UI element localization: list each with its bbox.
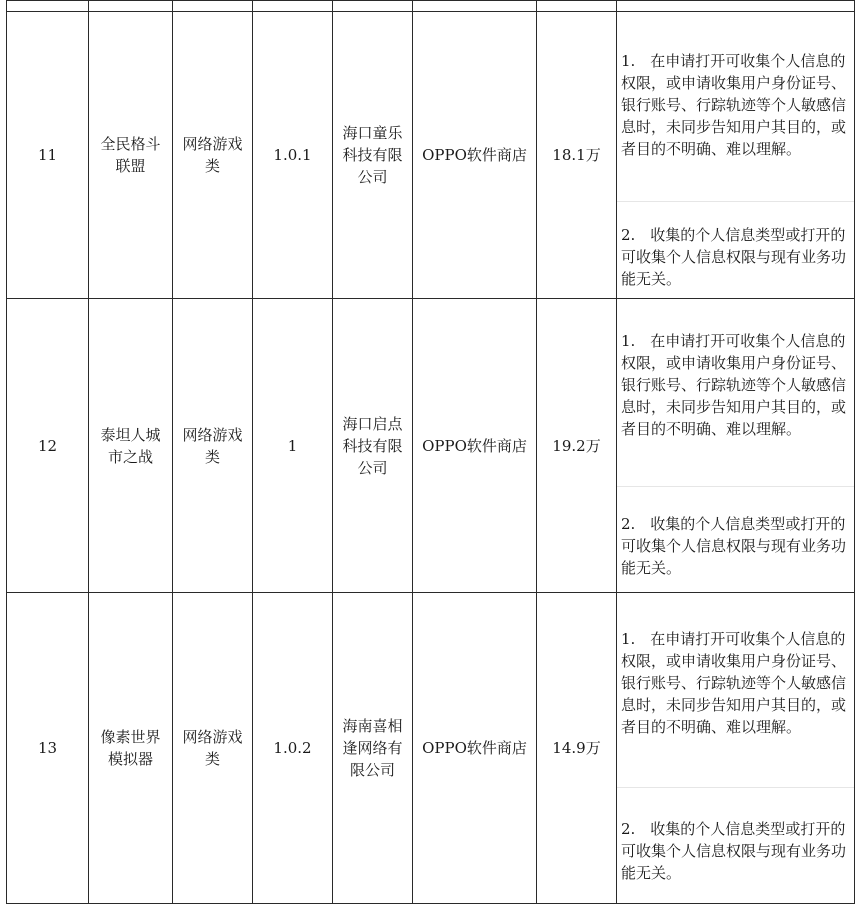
download-count: 18.1万 — [552, 146, 601, 164]
row-index: 13 — [37, 739, 58, 757]
developer-cell — [333, 12, 413, 299]
app-violation-table — [6, 0, 855, 904]
app-category: 网络游戏类 — [182, 135, 243, 175]
table-row — [7, 299, 855, 593]
category-cell — [173, 12, 253, 299]
issue-item: 1. 在申请打开可收集个人信息的权限，或申请收集用户身份证号、银行账号、行踪轨迹等个人敏感信息时，未同步告知用户其目的，或者目的不明确、难以理解。 — [617, 12, 854, 202]
downloads-cell — [537, 593, 617, 904]
issues-cell — [617, 299, 855, 593]
category-cell — [173, 299, 253, 593]
issue-item: 1. 在申请打开可收集个人信息的权限，或申请收集用户身份证号、银行账号、行踪轨迹等个人敏感信息时，未同步告知用户其目的，或者目的不明确、难以理解。 — [617, 299, 854, 487]
issues-cell — [617, 593, 855, 904]
app-developer: 海口启点科技有限公司 — [342, 414, 403, 477]
app-name: 泰坦人城市之战 — [100, 425, 161, 466]
download-count: 14.9万 — [552, 739, 601, 757]
app-name-cell — [89, 593, 173, 904]
issue-item: 1. 在申请打开可收集个人信息的权限，或申请收集用户身份证号、银行账号、行踪轨迹等个人敏感信息时，未同步告知用户其目的，或者目的不明确、难以理解。 — [617, 593, 854, 788]
issue-item: 2. 收集的个人信息类型或打开的可收集个人信息权限与现有业务功能无关。 — [621, 820, 847, 882]
table-cell — [89, 1, 173, 12]
store-cell — [413, 299, 537, 593]
row-index: 11 — [37, 146, 58, 164]
issues-cell — [617, 12, 855, 299]
table-cell — [537, 1, 617, 12]
version-cell — [253, 593, 333, 904]
table-cell — [333, 1, 413, 12]
app-developer: 海口童乐科技有限公司 — [342, 124, 403, 186]
app-name-cell — [89, 12, 173, 299]
issue-item: 2. 收集的个人信息类型或打开的可收集个人信息权限与现有业务功能无关。 — [621, 515, 847, 577]
app-developer: 海南喜相逢网络有限公司 — [342, 717, 403, 779]
download-count: 19.2万 — [552, 436, 601, 455]
version-cell — [253, 12, 333, 299]
app-version: 1.0.1 — [273, 146, 312, 164]
app-version: 1 — [287, 436, 298, 455]
app-store: OPPO软件商店 — [422, 739, 527, 757]
app-store: OPPO软件商店 — [422, 146, 527, 164]
app-store: OPPO软件商店 — [422, 436, 527, 455]
table-row-continuation — [7, 1, 855, 12]
store-cell — [413, 12, 537, 299]
downloads-cell — [537, 299, 617, 593]
table-cell — [7, 1, 89, 12]
app-name-cell — [89, 299, 173, 593]
table-row — [7, 593, 855, 904]
row-index: 12 — [37, 436, 58, 455]
row-index-cell — [7, 299, 89, 593]
app-name: 像素世界模拟器 — [100, 728, 161, 768]
developer-cell — [333, 299, 413, 593]
app-name: 全民格斗联盟 — [100, 135, 161, 175]
table-cell — [413, 1, 537, 12]
table-cell — [173, 1, 253, 12]
version-cell — [253, 299, 333, 593]
table-row — [7, 12, 855, 299]
app-version: 1.0.2 — [273, 739, 312, 757]
downloads-cell — [537, 12, 617, 299]
app-category: 网络游戏类 — [182, 728, 243, 768]
developer-cell — [333, 593, 413, 904]
table-cell — [617, 1, 855, 12]
table-cell — [253, 1, 333, 12]
issue-item: 2. 收集的个人信息类型或打开的可收集个人信息权限与现有业务功能无关。 — [621, 226, 847, 288]
category-cell — [173, 593, 253, 904]
store-cell — [413, 593, 537, 904]
app-category: 网络游戏类 — [182, 425, 243, 466]
row-index-cell — [7, 12, 89, 299]
row-index-cell — [7, 593, 89, 904]
